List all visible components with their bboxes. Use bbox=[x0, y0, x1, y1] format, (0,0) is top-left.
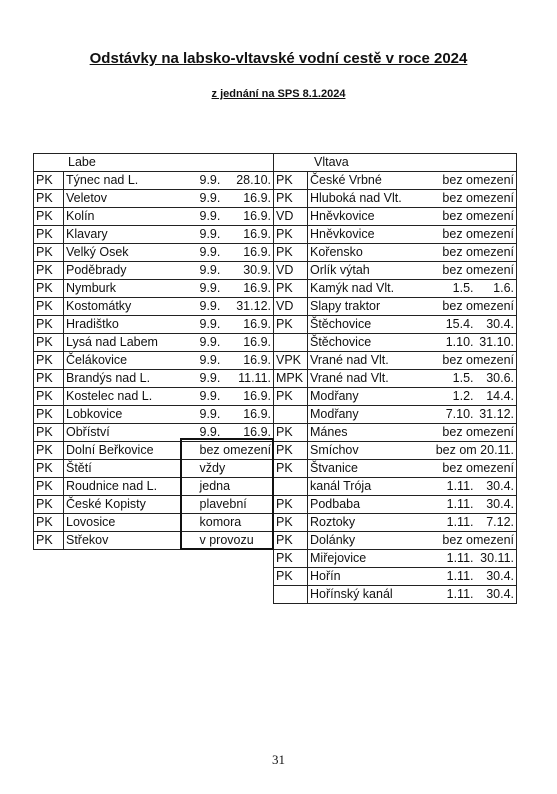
closure-from: 9.9. bbox=[198, 190, 231, 208]
lock-name: Kostelec nad L. bbox=[64, 388, 198, 406]
closure-from: 9.9. bbox=[198, 298, 231, 316]
closure-note: jedna bbox=[198, 478, 274, 496]
lock-name: Modřany bbox=[308, 406, 426, 424]
table-row bbox=[34, 244, 274, 262]
vltava-header-row bbox=[274, 154, 517, 172]
closure-to: 16.9. bbox=[231, 406, 274, 424]
lock-type bbox=[274, 406, 308, 424]
lock-type: PK bbox=[274, 172, 308, 190]
lock-name: Kamýk nad Vlt. bbox=[308, 280, 426, 298]
closure-to: 16.9. bbox=[231, 280, 274, 298]
lock-type: PK bbox=[34, 172, 64, 190]
table-row bbox=[274, 460, 517, 478]
table-row bbox=[274, 244, 517, 262]
lock-type: PK bbox=[274, 514, 308, 532]
lock-name: Štěchovice bbox=[308, 334, 426, 352]
lock-name: Smíchov bbox=[308, 442, 426, 460]
lock-name: Roudnice nad L. bbox=[64, 478, 198, 496]
lock-name: Lobkovice bbox=[64, 406, 198, 424]
closure-note: bez omezení bbox=[426, 208, 517, 226]
lock-name: Lovosice bbox=[64, 514, 198, 532]
table-row bbox=[274, 172, 517, 190]
closure-note: bez om 20.11. bbox=[426, 442, 517, 460]
lock-type bbox=[274, 586, 308, 604]
closure-note: komora bbox=[198, 514, 274, 532]
closure-from: 9.9. bbox=[198, 226, 231, 244]
lock-name: Veletov bbox=[64, 190, 198, 208]
lock-type: PK bbox=[274, 568, 308, 586]
page-title: Odstávky na labsko-vltavské vodní cestě v roce 2024 bbox=[89, 50, 468, 67]
closure-from: 9.9. bbox=[198, 280, 231, 298]
closure-note: bez omezení bbox=[426, 532, 517, 550]
table-row bbox=[34, 226, 274, 244]
lock-type: VPK bbox=[274, 352, 308, 370]
lock-type: PK bbox=[34, 298, 64, 316]
closure-note: bez omezení bbox=[426, 244, 517, 262]
lock-type: PK bbox=[34, 190, 64, 208]
lock-type: PK bbox=[34, 442, 64, 460]
table-row bbox=[274, 334, 517, 352]
closure-to: 16.9. bbox=[231, 424, 274, 442]
lock-name: Lysá nad Labem bbox=[64, 334, 198, 352]
lock-type: PK bbox=[274, 226, 308, 244]
closure-note: bez omezení bbox=[426, 226, 517, 244]
closure-note: v provozu bbox=[198, 532, 274, 550]
lock-type: PK bbox=[34, 532, 64, 550]
closure-from: 9.9. bbox=[198, 334, 231, 352]
closure-from: 7.10. bbox=[426, 406, 476, 424]
lock-name: Dolní Beřkovice bbox=[64, 442, 198, 460]
lock-name: Kolín bbox=[64, 208, 198, 226]
closure-note: bez omezení bbox=[426, 298, 517, 316]
lock-type: PK bbox=[34, 388, 64, 406]
lock-name: Podbaba bbox=[308, 496, 426, 514]
closure-from: 1.2. bbox=[426, 388, 476, 406]
lock-type: PK bbox=[274, 280, 308, 298]
closure-from: 1.5. bbox=[426, 370, 476, 388]
table-row bbox=[34, 370, 274, 388]
closure-note: bez omezení bbox=[426, 352, 517, 370]
lock-type: VD bbox=[274, 262, 308, 280]
table-row bbox=[34, 208, 274, 226]
lock-name: Roztoky bbox=[308, 514, 426, 532]
lock-name: Mánes bbox=[308, 424, 426, 442]
closure-to: 30.6. bbox=[476, 370, 517, 388]
lock-type: PK bbox=[274, 424, 308, 442]
closure-to: 1.6. bbox=[476, 280, 517, 298]
lock-type: PK bbox=[274, 388, 308, 406]
lock-type: PK bbox=[34, 280, 64, 298]
closure-from: 1.11. bbox=[426, 496, 476, 514]
labe-header: Labe bbox=[34, 154, 274, 172]
lock-type: PK bbox=[34, 208, 64, 226]
lock-type: PK bbox=[274, 442, 308, 460]
closure-to: 30.4. bbox=[476, 316, 517, 334]
lock-type: PK bbox=[34, 370, 64, 388]
lock-type: PK bbox=[34, 262, 64, 280]
table-row bbox=[274, 208, 517, 226]
lock-type: PK bbox=[34, 478, 64, 496]
lock-name: Hradištko bbox=[64, 316, 198, 334]
closure-to: 28.10. bbox=[231, 172, 274, 190]
table-row bbox=[274, 406, 517, 424]
closure-to: 16.9. bbox=[231, 244, 274, 262]
lock-type bbox=[274, 334, 308, 352]
lock-name: Orlík výtah bbox=[308, 262, 426, 280]
closure-from: 9.9. bbox=[198, 370, 231, 388]
closure-note: bez omezení bbox=[426, 424, 517, 442]
closure-note: bez omezení bbox=[426, 460, 517, 478]
lock-name: České Kopisty bbox=[64, 496, 198, 514]
closure-from: 9.9. bbox=[198, 262, 231, 280]
table-row bbox=[34, 280, 274, 298]
lock-name: Nymburk bbox=[64, 280, 198, 298]
closure-to: 16.9. bbox=[231, 352, 274, 370]
page-subtitle: z jednání na SPS 8.1.2024 bbox=[211, 88, 346, 100]
table-row bbox=[274, 352, 517, 370]
table-row bbox=[274, 514, 517, 532]
closure-to: 16.9. bbox=[231, 208, 274, 226]
closure-note: bez omezení bbox=[426, 190, 517, 208]
closure-to: 7.12. bbox=[476, 514, 517, 532]
lock-type bbox=[274, 478, 308, 496]
vltava-header: Vltava bbox=[274, 154, 517, 172]
closure-from: 9.9. bbox=[198, 244, 231, 262]
table-row bbox=[34, 262, 274, 280]
lock-name: Týnec nad L. bbox=[64, 172, 198, 190]
lock-name: Vrané nad Vlt. bbox=[308, 370, 426, 388]
closure-from: 9.9. bbox=[198, 424, 231, 442]
lock-type: PK bbox=[34, 514, 64, 532]
lock-type: PK bbox=[34, 226, 64, 244]
lock-name: Velký Osek bbox=[64, 244, 198, 262]
closure-to: 16.9. bbox=[231, 316, 274, 334]
table-row bbox=[34, 388, 274, 406]
closure-from: 9.9. bbox=[198, 388, 231, 406]
table-row bbox=[274, 550, 517, 568]
closure-to: 16.9. bbox=[231, 334, 274, 352]
lock-type: PK bbox=[274, 550, 308, 568]
lock-name: Poděbrady bbox=[64, 262, 198, 280]
closure-from: 9.9. bbox=[198, 172, 231, 190]
closure-to: 31.12. bbox=[476, 406, 517, 424]
closure-to: 11.11. bbox=[231, 370, 274, 388]
lock-type: PK bbox=[274, 496, 308, 514]
table-row bbox=[34, 316, 274, 334]
lock-name: Dolánky bbox=[308, 532, 426, 550]
table-row bbox=[34, 352, 274, 370]
table-row bbox=[274, 262, 517, 280]
table-row bbox=[34, 298, 274, 316]
lock-type: PK bbox=[34, 352, 64, 370]
table-row bbox=[274, 442, 517, 460]
lock-name: Střekov bbox=[64, 532, 198, 550]
closure-note: bez omezení bbox=[426, 172, 517, 190]
lock-name: Vrané nad Vlt. bbox=[308, 352, 426, 370]
closure-from: 9.9. bbox=[198, 316, 231, 334]
table-row bbox=[274, 316, 517, 334]
vltava-table bbox=[273, 153, 517, 604]
lock-type: PK bbox=[34, 406, 64, 424]
closure-to: 30.4. bbox=[476, 568, 517, 586]
closure-from: 9.9. bbox=[198, 406, 231, 424]
table-row bbox=[274, 298, 517, 316]
lock-type: PK bbox=[274, 316, 308, 334]
closure-note: plavební bbox=[198, 496, 274, 514]
lock-name: Slapy traktor bbox=[308, 298, 426, 316]
closure-to: 31.12. bbox=[231, 298, 274, 316]
lock-type: PK bbox=[274, 244, 308, 262]
closure-to: 16.9. bbox=[231, 226, 274, 244]
table-row bbox=[274, 190, 517, 208]
lock-name: kanál Trója bbox=[308, 478, 426, 496]
lock-type: PK bbox=[34, 460, 64, 478]
table-row bbox=[34, 172, 274, 190]
closure-from: 9.9. bbox=[198, 208, 231, 226]
lock-type: PK bbox=[34, 244, 64, 262]
table-row bbox=[34, 334, 274, 352]
table-row bbox=[274, 568, 517, 586]
lock-name: Štvanice bbox=[308, 460, 426, 478]
lock-name: Štětí bbox=[64, 460, 198, 478]
lock-name: Klavary bbox=[64, 226, 198, 244]
closure-to: 30.9. bbox=[231, 262, 274, 280]
closure-from: 1.11. bbox=[426, 514, 476, 532]
lock-type: VD bbox=[274, 208, 308, 226]
lock-type: PK bbox=[34, 334, 64, 352]
table-row bbox=[34, 190, 274, 208]
lock-type: PK bbox=[34, 424, 64, 442]
lock-name: Štěchovice bbox=[308, 316, 426, 334]
lock-name: Hořínský kanál bbox=[308, 586, 426, 604]
closure-from: 1.11. bbox=[426, 568, 476, 586]
closure-to: 30.4. bbox=[476, 586, 517, 604]
table-row bbox=[274, 226, 517, 244]
lock-name: Hněvkovice bbox=[308, 208, 426, 226]
closure-to: 30.11. bbox=[476, 550, 517, 568]
closure-to: 16.9. bbox=[231, 190, 274, 208]
lock-name: Hněvkovice bbox=[308, 226, 426, 244]
lock-type: PK bbox=[34, 496, 64, 514]
closure-from: 1.5. bbox=[426, 280, 476, 298]
table-row bbox=[274, 370, 517, 388]
lock-name: Obříství bbox=[64, 424, 198, 442]
table-row bbox=[274, 586, 517, 604]
closure-from: 1.11. bbox=[426, 550, 476, 568]
closure-to: 16.9. bbox=[231, 388, 274, 406]
lock-type: PK bbox=[274, 190, 308, 208]
closure-to: 30.4. bbox=[476, 478, 517, 496]
lock-name: Kostomátky bbox=[64, 298, 198, 316]
closure-note: bez omezení bbox=[426, 262, 517, 280]
lock-name: České Vrbné bbox=[308, 172, 426, 190]
lock-type: VD bbox=[274, 298, 308, 316]
table-row bbox=[274, 280, 517, 298]
lock-type: PK bbox=[274, 460, 308, 478]
lock-name: Hořín bbox=[308, 568, 426, 586]
table-row bbox=[274, 424, 517, 442]
closure-to: 30.4. bbox=[476, 496, 517, 514]
table-row bbox=[34, 406, 274, 424]
table-row bbox=[274, 496, 517, 514]
lock-name: Čelákovice bbox=[64, 352, 198, 370]
lock-type: PK bbox=[34, 316, 64, 334]
closure-note: vždy bbox=[198, 460, 274, 478]
table-row bbox=[274, 478, 517, 496]
lock-name: Kořensko bbox=[308, 244, 426, 262]
lock-name: Miřejovice bbox=[308, 550, 426, 568]
closure-from: 15.4. bbox=[426, 316, 476, 334]
lock-name: Brandýs nad L. bbox=[64, 370, 198, 388]
lock-type: MPK bbox=[274, 370, 308, 388]
table-row bbox=[274, 388, 517, 406]
lock-name: Hluboká nad Vlt. bbox=[308, 190, 426, 208]
closure-from: 1.10. bbox=[426, 334, 476, 352]
lock-type: PK bbox=[274, 532, 308, 550]
labe-header-row bbox=[34, 154, 274, 172]
closure-from: 9.9. bbox=[198, 352, 231, 370]
closure-to: 14.4. bbox=[476, 388, 517, 406]
lock-name: Modřany bbox=[308, 388, 426, 406]
closure-note: bez omezení bbox=[198, 442, 274, 460]
closure-to: 31.10. bbox=[476, 334, 517, 352]
lock-note-box bbox=[180, 438, 274, 550]
closure-from: 1.11. bbox=[426, 478, 476, 496]
page-number: 31 bbox=[272, 752, 285, 767]
closure-from: 1.11. bbox=[426, 586, 476, 604]
table-row bbox=[274, 532, 517, 550]
